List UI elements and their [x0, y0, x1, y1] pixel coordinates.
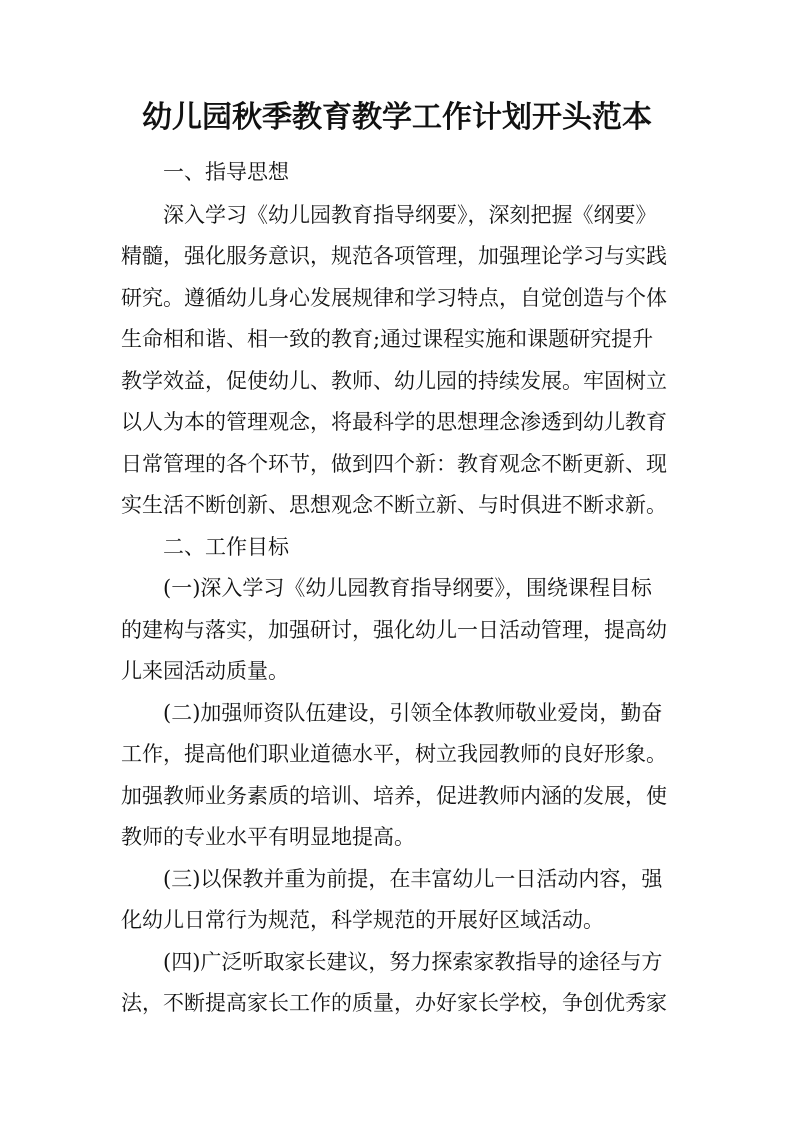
paragraph-line: 以人为本的管理观念，将最科学的思想理念渗透到幼儿教育 — [121, 410, 667, 434]
paragraph-line: 化幼儿日常行为规范，科学规范的开展好区域活动。 — [121, 908, 604, 932]
paragraph-line: (三)以保教并重为前提，在丰富幼儿一日活动内容，强 — [163, 867, 663, 891]
paragraph-line: 生命相和谐、相一致的教育;通过课程实施和课题研究提升 — [121, 327, 654, 351]
paragraph-line: 精髓，强化服务意识，规范各项管理，加强理论学习与实践 — [121, 244, 667, 268]
paragraph-line: 加强教师业务素质的培训、培养，促进教师内涵的发展，使 — [121, 784, 667, 808]
paragraph-line: 日常管理的各个环节，做到四个新：教育观念不断更新、现 — [121, 452, 667, 476]
paragraph-line: (二)加强师资队伍建设，引领全体教师敬业爱岗，勤奋 — [163, 701, 663, 725]
paragraph-line: 教师的专业水平有明显地提高。 — [121, 825, 415, 849]
paragraph-line: (一)深入学习《幼儿园教育指导纲要》，围绕课程目标 — [163, 576, 652, 600]
paragraph-line: 法，不断提高家长工作的质量，办好家长学校，争创优秀家 — [121, 991, 667, 1015]
section-heading: 二、工作目标 — [163, 535, 289, 559]
document-title: 幼儿园秋季教育教学工作计划开头范本 — [142, 100, 652, 135]
paragraph-line: 的建构与落实，加强研讨，强化幼儿一日活动管理，提高幼 — [121, 618, 667, 642]
paragraph-line: 实生活不断创新、思想观念不断立新、与时俱进不断求新。 — [121, 493, 667, 517]
paragraph-line: 教学效益，促使幼儿、教师、幼儿园的持续发展。牢固树立 — [121, 369, 667, 393]
section-heading: 一、指导思想 — [163, 160, 289, 184]
paragraph-line: 深入学习《幼儿园教育指导纲要》，深刻把握《纲要》 — [163, 203, 657, 227]
paragraph-line: (四)广泛听取家长建议，努力探索家教指导的途径与方 — [163, 950, 663, 974]
paragraph-line: 儿来园活动质量。 — [121, 659, 289, 683]
paragraph-line: 研究。遵循幼儿身心发展规律和学习特点，自觉创造与个体 — [121, 286, 667, 310]
paragraph-line: 工作，提高他们职业道德水平，树立我园教师的良好形象。 — [121, 742, 667, 766]
